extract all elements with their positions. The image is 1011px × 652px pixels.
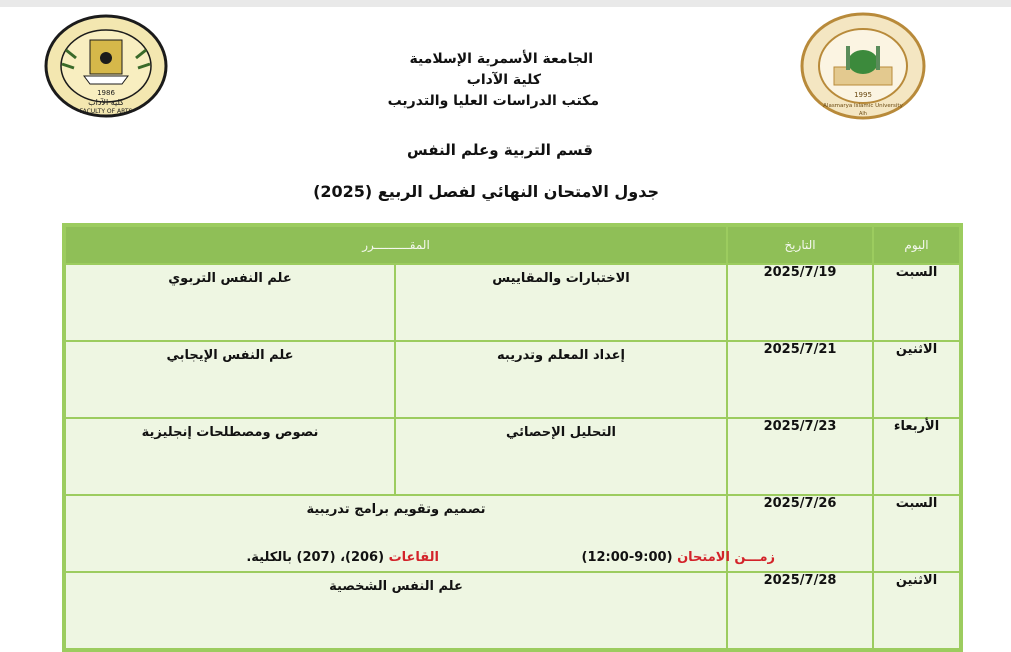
course-cell: علم النفس الإيجابي <box>65 341 395 418</box>
date-cell: 2025/7/23 <box>727 418 873 495</box>
course-cell: نصوص ومصطلحات إنجليزية <box>65 418 395 495</box>
course-cell: علم النفس التربوي <box>65 264 395 341</box>
date-cell: 2025/7/21 <box>727 341 873 418</box>
svg-text:Alh: Alh <box>859 111 867 117</box>
header-day: اليوم <box>873 226 960 264</box>
exam-time-value: (9:00-12:00) <box>581 550 673 565</box>
date-cell: 2025/7/26 <box>727 495 873 572</box>
exam-rooms-label: القاعات <box>388 550 439 565</box>
svg-text:1986: 1986 <box>97 89 115 97</box>
table-row <box>65 341 960 418</box>
header-course: المقــــــــــرر <box>65 226 727 264</box>
day-cell: السبت <box>873 495 960 572</box>
exam-rooms-value: (206)، (207) بالكلية. <box>246 550 385 565</box>
table-row <box>65 264 960 341</box>
table-row <box>65 572 960 649</box>
course-cell: الاختبارات والمقاييس <box>395 264 727 341</box>
day-cell: السبت <box>873 264 960 341</box>
course-cell: علم النفس الشخصية <box>65 572 727 649</box>
date-cell: 2025/7/28 <box>727 572 873 649</box>
day-cell: الاثنين <box>873 341 960 418</box>
day-cell: الاثنين <box>873 572 960 649</box>
svg-text:Alasmarya Islamic University: Alasmarya Islamic University <box>823 103 903 109</box>
svg-text:FACULTY OF ARTS: FACULTY OF ARTS <box>79 108 133 115</box>
department-name: قسم التربية وعلم النفس <box>407 141 593 159</box>
top-strip <box>0 0 1011 7</box>
university-seal-icon <box>800 12 926 120</box>
exam-time-note <box>581 550 775 565</box>
exam-rooms-note <box>246 550 439 565</box>
exam-time-label: زمـــن الامتحان <box>677 550 775 565</box>
office-name: مكتب الدراسات العليا والتدريب <box>387 93 599 109</box>
table-row <box>65 495 960 572</box>
course-cell: التحليل الإحصائي <box>395 418 727 495</box>
page-title: جدول الامتحان النهائي لفصل الربيع (2025) <box>313 182 659 201</box>
header-date: التاريخ <box>727 226 873 264</box>
date-cell: 2025/7/19 <box>727 264 873 341</box>
svg-text:كلية الآداب: كلية الآداب <box>88 98 124 107</box>
faculty-logo-emblem-icon <box>44 14 168 118</box>
university-logo <box>800 12 926 120</box>
faculty-name: كلية الآداب <box>466 72 541 88</box>
svg-text:1995: 1995 <box>854 91 872 99</box>
faculty-of-arts-logo <box>44 14 168 118</box>
table-row <box>65 418 960 495</box>
day-cell: الأربعاء <box>873 418 960 495</box>
table-header-row <box>65 226 960 264</box>
course-cell: تصميم وتقويم برامج تدريبية <box>65 495 727 572</box>
course-cell: إعداد المعلم وتدريبه <box>395 341 727 418</box>
university-name: الجامعة الأسمرية الإسلامية <box>409 51 593 67</box>
